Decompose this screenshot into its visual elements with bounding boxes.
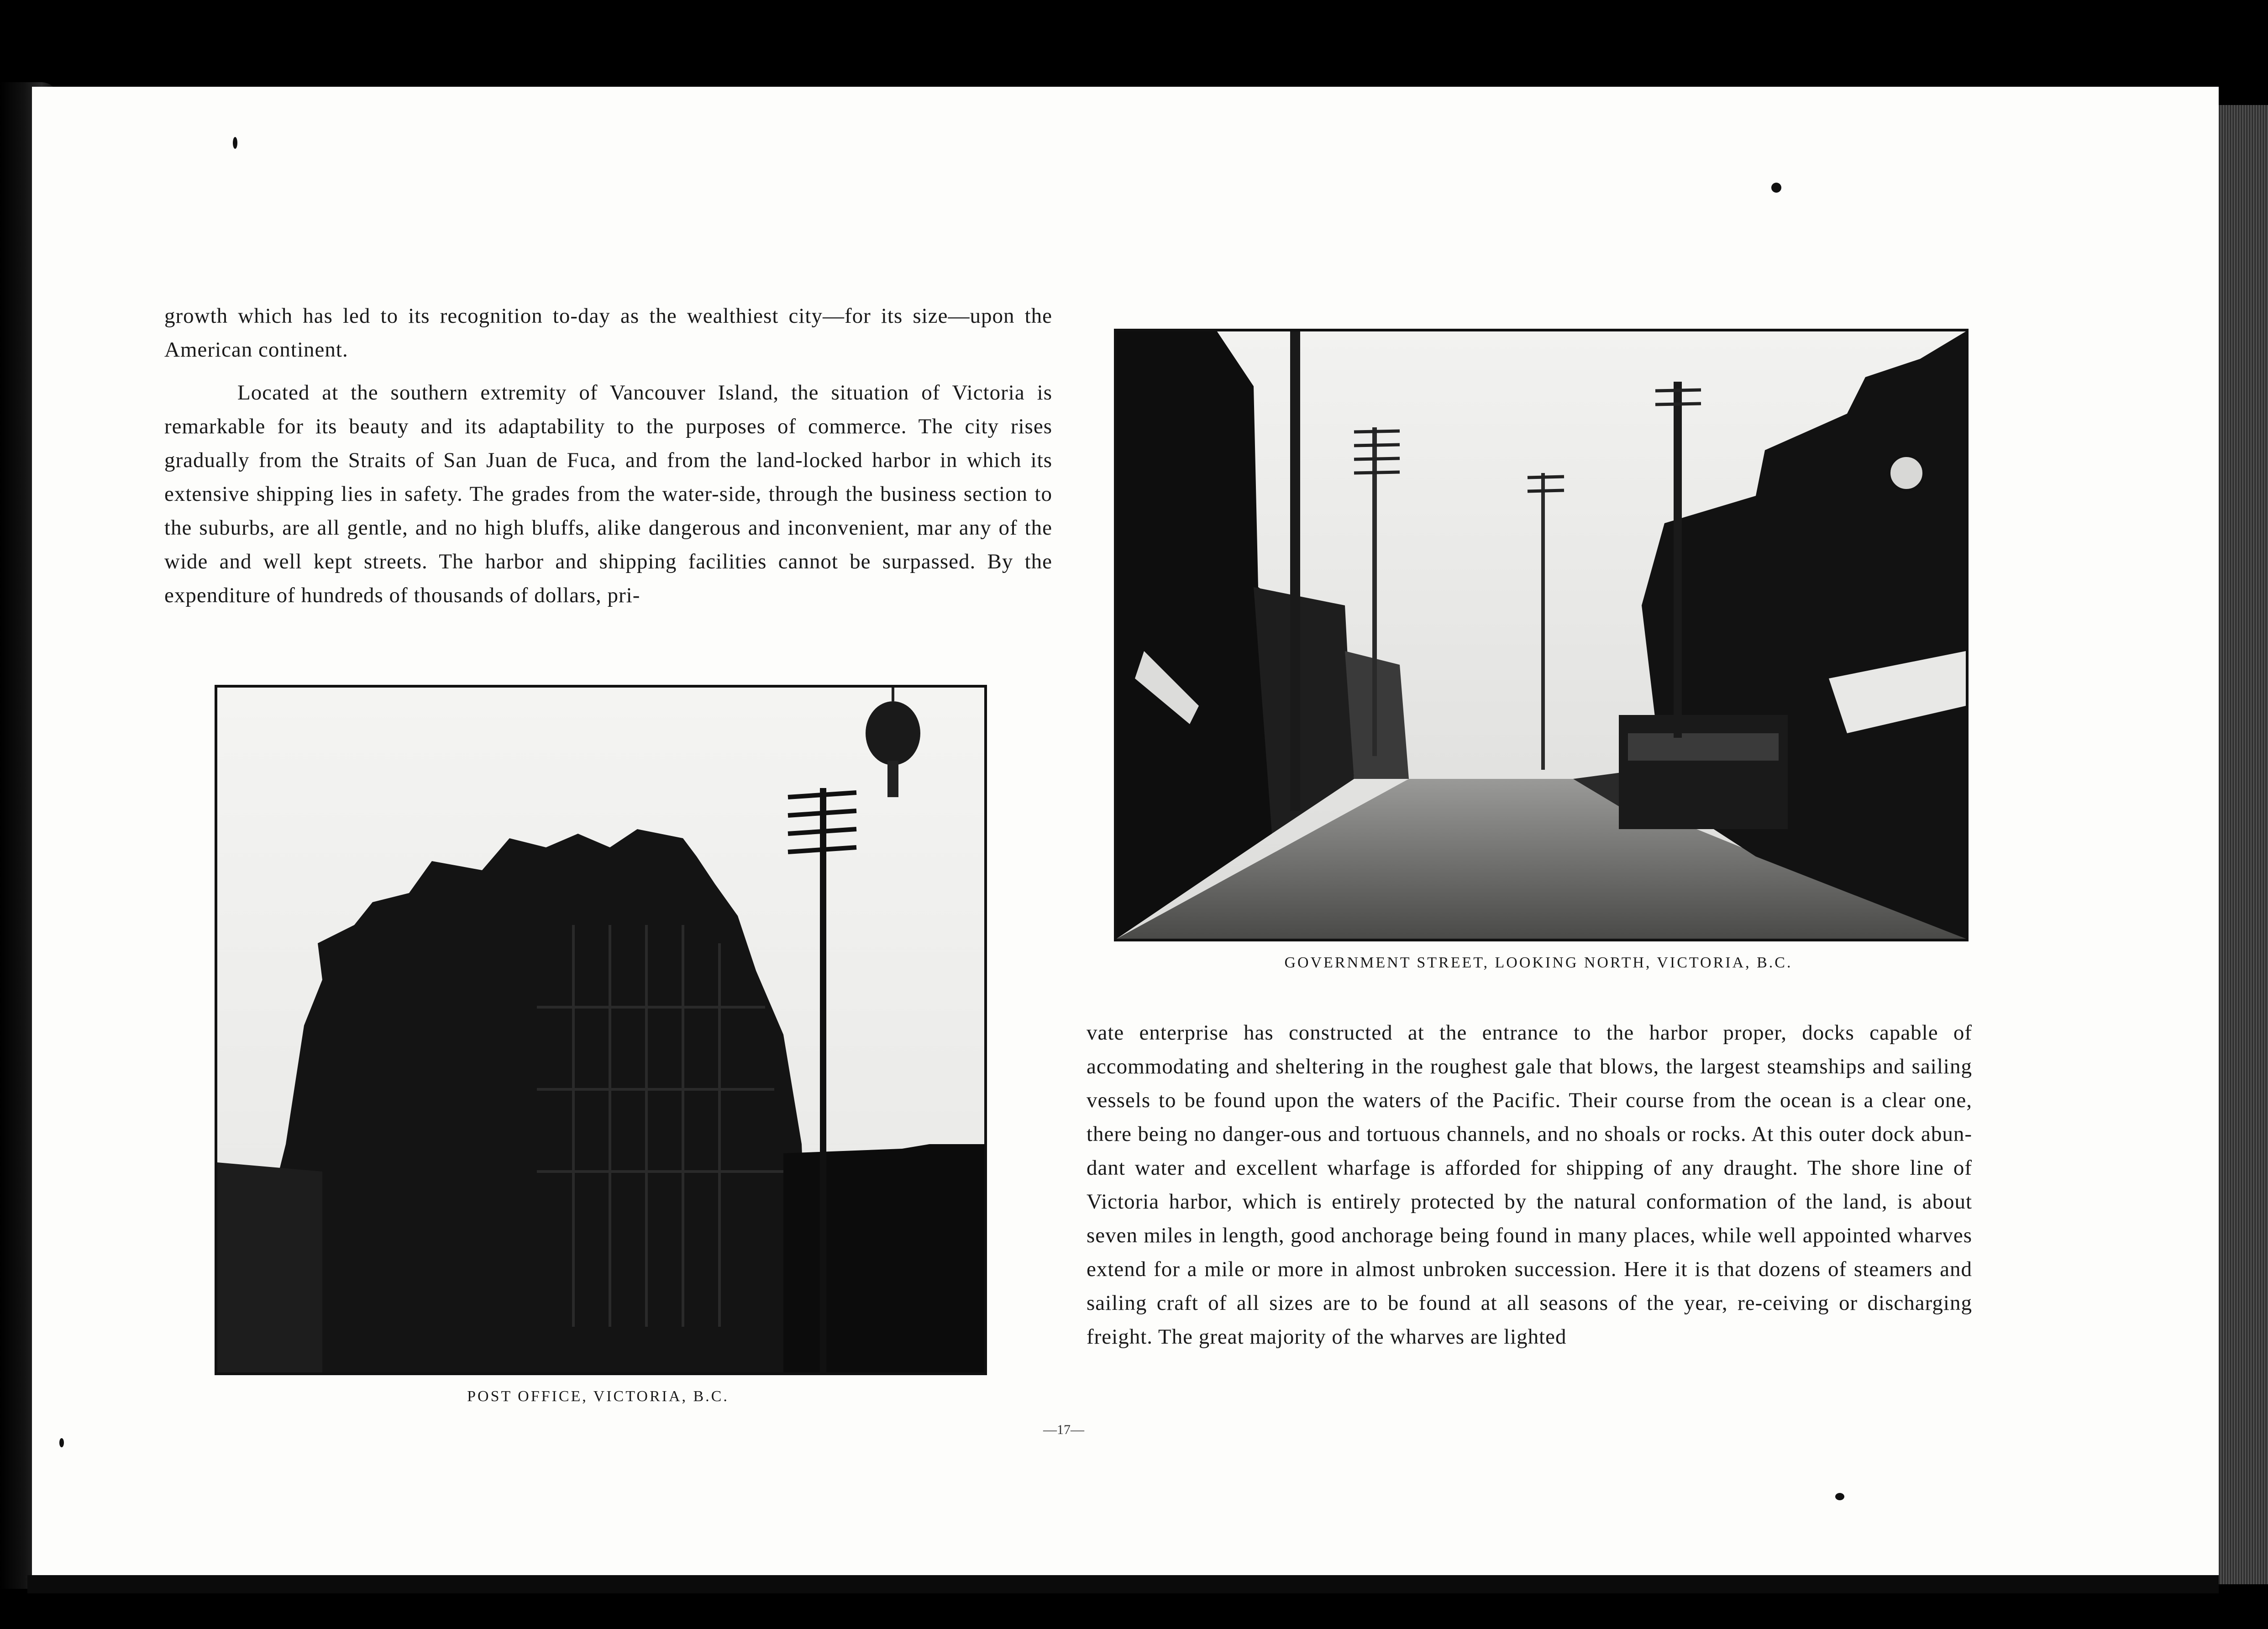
- scan-speck: [233, 137, 237, 149]
- government-street-photograph: [1114, 329, 1969, 941]
- page-number: —17—: [1043, 1422, 1084, 1437]
- scan-speck: [1835, 1493, 1844, 1500]
- paragraph-harbor: vate enterprise has constructed at the entrance to the harbor proper, docks capable of accommodating and sheltering in the roughest gale that blows, the largest steamships and sailing vessels to be found upon the waters of the Pacific. Their course from the ocean is a clear one, there being no danger-ous and tortuous channels, and no shoals or rocks. At this outer dock abun-dant water and excellent wharfage is afforded for shipping of any draught. The shore line of Victoria harbor, which is entirely protected by the natural conformation of the land, is about seven miles in length, good anchorage being found in many places, while well appointed wharves extend for a mile or more in almost unbroken succession. Here it is that dozens of steamers and sailing craft of all sizes are to be found at all seasons of the year, re-ceiving or discharging freight. The great majority of the wharves are lighted: [1087, 1021, 1972, 1349]
- scan-speck: [59, 1438, 64, 1447]
- right-column-text: [1087, 1016, 1972, 1354]
- page-bottom-shadow: [27, 1575, 2219, 1593]
- government-street-caption: GOVERNMENT STREET, LOOKING NORTH, VICTORIA, B.C.: [1284, 954, 1793, 971]
- post-office-photograph: [215, 685, 987, 1375]
- post-office-caption: POST OFFICE, VICTORIA, B.C.: [467, 1388, 729, 1405]
- government-street-image: [1117, 331, 1966, 939]
- paragraph-location: Located at the southern extremity of Vancouver Island, the situation of Victoria is remarkable for its beauty and its adaptability to the purposes of commerce. The city rises gradually from the Straits of San Juan de Fuca, and from the land-locked harbor in which its extensive shipping lies in safety. The grades from the water-side, through the business section to the suburbs, are all gentle, and no high bluffs, alike dangerous and inconvenient, mar any of the wide and well kept streets. The harbor and shipping facilities cannot be surpassed. By the expenditure of hundreds of thousands of dollars, pri-: [164, 381, 1052, 607]
- post-office-image: [217, 688, 984, 1372]
- paragraph-continuation: growth which has led to its recognition to-day as the wealthiest city—for its size—upon the American continent.: [164, 304, 1052, 362]
- scan-speck: [1771, 183, 1781, 193]
- left-column-text: [164, 299, 1052, 612]
